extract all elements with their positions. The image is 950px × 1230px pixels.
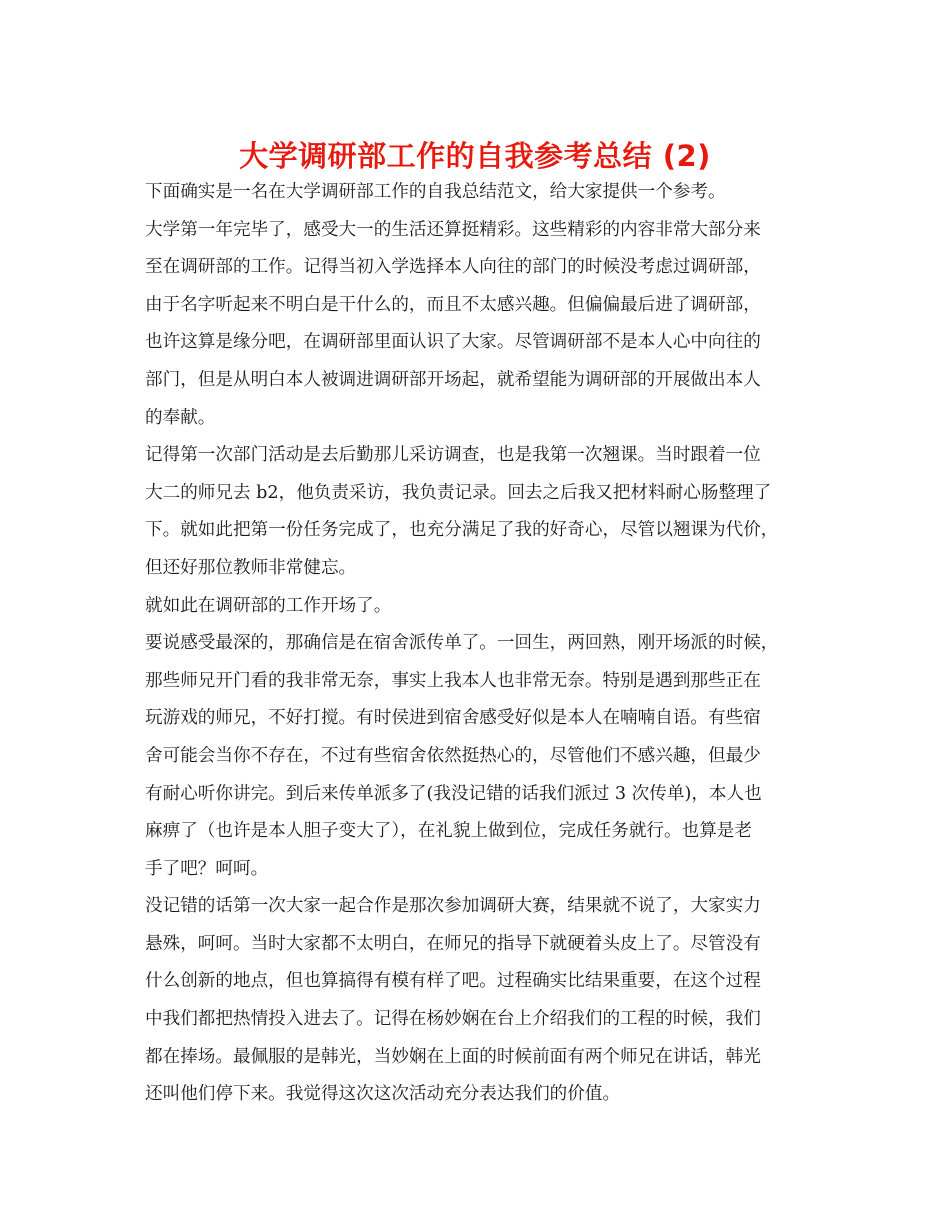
document-title: 大学调研部工作的自我参考总结 (2) (239, 139, 711, 173)
text-line: 也许这算是缘分吧，在调研部里面认识了大家。尽管调研部不是本人心中向往的 (145, 332, 761, 353)
text-line: 手了吧？呵呵。 (145, 858, 269, 879)
text-line: 都在捧场。最佩服的是韩光，当妙娴在上面的时候前面有两个师兄在讲话，韩光 (145, 1046, 761, 1067)
text-line: 什么创新的地点，但也算搞得有模有样了吧。过程确实比结果重要，在这个过程 (145, 971, 761, 992)
text-line: 部门，但是从明白本人被调进调研部开场起，就希望能为调研部的开展做出本人 (145, 369, 761, 390)
text-line: 有耐心听你讲完。到后来传单派多了(我没记错的话我们派过 3 次传单)，本人也 (145, 783, 762, 804)
text-line: 但还好那位教师非常健忘。 (145, 557, 357, 578)
text-line: 大二的师兄去 b2，他负责采访，我负责记录。回去之后我又把材料耐心肠整理了 (145, 482, 772, 503)
text-line: 的奉献。 (145, 407, 216, 428)
text-line: 玩游戏的师兄，不好打搅。有时侯进到宿舍感受好似是本人在喃喃自语。有些宿 (145, 708, 761, 729)
document-body (145, 174, 805, 1114)
text-line: 麻痹了（也许是本人胆子变大了），在礼貌上做到位，完成任务就行。也算是老 (145, 821, 752, 842)
text-line: 舍可能会当你不存在，不过有些宿舍依然挺热心的，尽管他们不感兴趣，但最少 (145, 745, 761, 766)
text-line: 就如此在调研部的工作开场了。 (145, 595, 392, 616)
text-line: 没记错的话第一次大家一起合作是那次参加调研大赛，结果就不说了，大家实力 (145, 896, 761, 917)
text-line: 记得第一次部门活动是去后勤那儿采访调查，也是我第一次翘课。当时跟着一位 (145, 445, 761, 466)
text-line: 大学第一年完毕了，感受大一的生活还算挺精彩。这些精彩的内容非常大部分来 (145, 219, 761, 240)
text-line: 由于名字听起来不明白是干什么的，而且不太感兴趣。但偏偏最后进了调研部， (145, 294, 761, 315)
text-line: 中我们都把热情投入进去了。记得在杨妙娴在台上介绍我们的工程的时候，我们 (145, 1009, 761, 1030)
text-line: 至在调研部的工作。记得当初入学选择本人向往的部门的时候没考虑过调研部， (145, 257, 761, 278)
text-line: 下。就如此把第一份任务完成了，也充分满足了我的好奇心，尽管以翘课为代价， (145, 520, 779, 541)
text-line: 还叫他们停下来。我觉得这次这次活动充分表达我们的价值。 (145, 1084, 621, 1105)
text-line: 下面确实是一名在大学调研部工作的自我总结范文，给大家提供一个参考。 (145, 182, 726, 202)
text-line: 要说感受最深的，那确信是在宿舍派传单了。一回生，两回熟，刚开场派的时候， (145, 633, 779, 654)
text-line: 悬殊，呵呵。当时大家都不太明白，在师兄的指导下就硬着头皮上了。尽管没有 (145, 933, 761, 954)
text-line: 那些师兄开门看的我非常无奈，事实上我本人也非常无奈。特别是遇到那些正在 (145, 670, 761, 691)
